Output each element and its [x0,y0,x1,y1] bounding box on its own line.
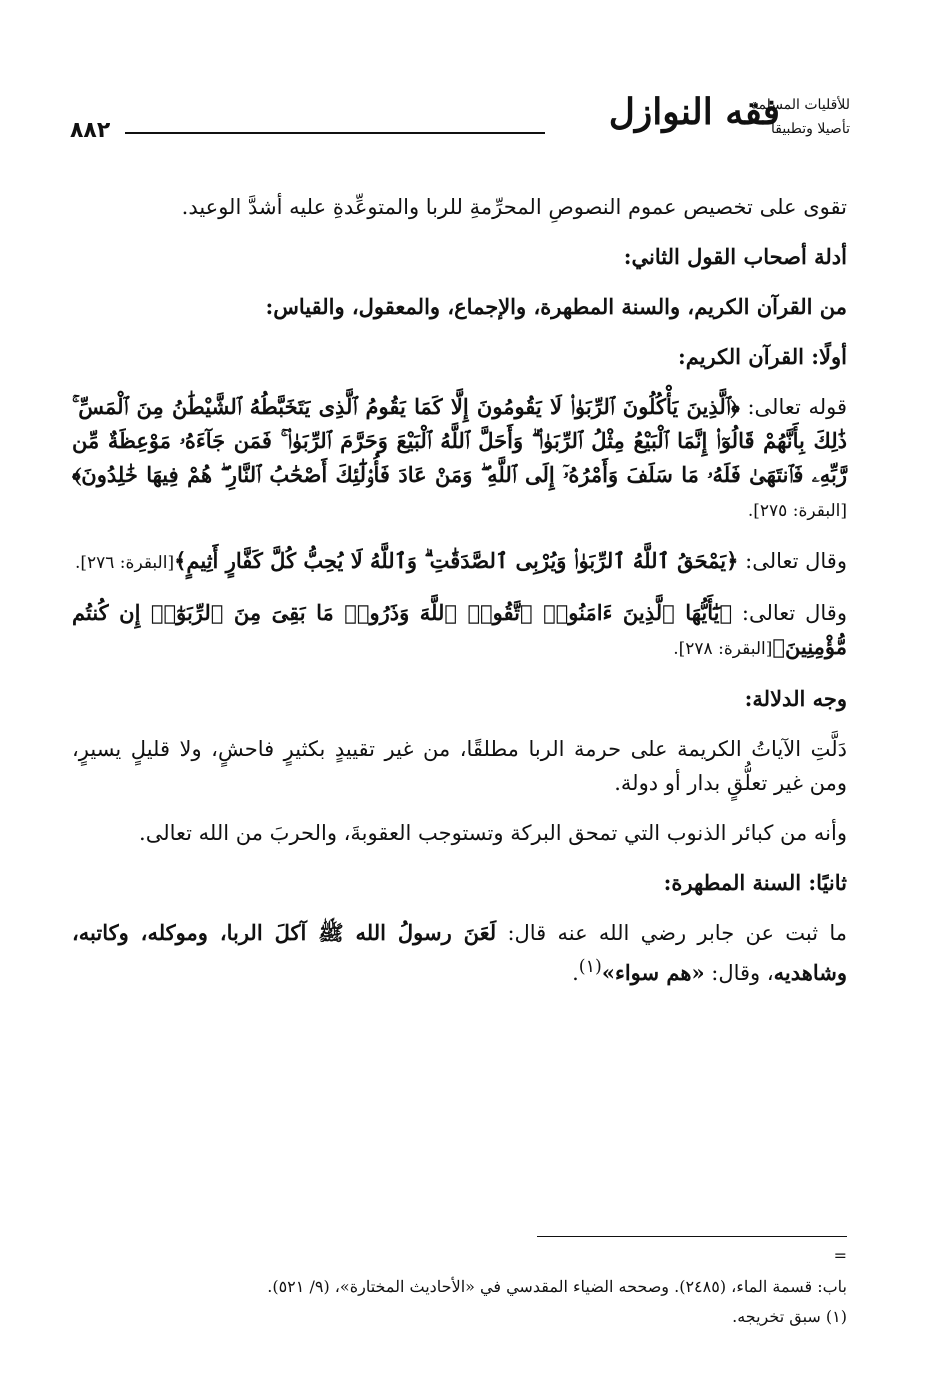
book-title-main: فقه النوازل [608,91,780,133]
hadith-intro: ما ثبت عن جابر رضي الله عنه قال: [496,921,848,945]
verse-paragraph [72,544,847,580]
section-heading: ثانيًا: السنة المطهرة: [663,870,847,895]
verse-intro: وقال تعالى: [738,549,847,573]
footnote-continuation-mark: = [833,1246,847,1265]
hadith-quote: «هم سواء» [601,960,705,985]
paragraph: من القرآن الكريم، والسنة المطهرة، والإجماع، والمعقول، والقياس: [265,294,847,319]
paragraph: تقوى على تخصيص عموم النصوصِ المحرِّمةِ للربا والمتوعِّدةِ عليه أشدَّ الوعيد. [181,195,847,219]
body-text [72,190,847,1006]
hadith-paragraph [72,916,847,990]
book-title [550,82,850,162]
verse-intro: قوله تعالى: [739,395,847,419]
section-heading: وجه الدلالة: [744,686,847,711]
verse-paragraph [72,596,847,666]
hadith-connector: ، وقال: [704,961,774,985]
footnote-line: باب: قسمة الماء، (٢٤٨٥). وصححه الضياء المقدسي في «الأحاديث المختارة»، (٩/ ٥٢١). [267,1277,847,1296]
verse-reference: [البقرة: ٢٧٥]. [747,501,847,521]
footnote-rule [537,1236,847,1237]
header-rule [125,132,545,134]
quran-verse: ﴿ٱلَّذِينَ يَأْكُلُونَ ٱلرِّبَوٰا۟ لَا يَقُومُونَ إِلَّا كَمَا يَقُومُ ٱلَّذِى يَتَخَبَّطُهُ ٱلشَّيْطَٰنُ مِنَ ٱلْمَسِّ ۚ ذَٰلِكَ بِأَنَّهُمْ قَالُوٓا۟ إِنَّمَا ٱلْبَيْعُ مِثْلُ ٱلرِّبَوٰا۟ ۗ وَأَحَلَّ ٱللَّهُ ٱلْبَيْعَ وَحَرَّمَ ٱلرِّبَوٰا۟ ۚ فَمَن جَآءَهُۥ مَوْعِظَةٌ مِّن رَّبِّهِۦ فَٱنتَهَىٰ فَلَهُۥ مَا سَلَفَ وَأَمْرُهُۥٓ إِلَى ٱللَّهِ ۖ وَمَنْ عَادَ فَأُو۟لَٰٓئِكَ أَصْحَٰبُ ٱلنَّارِ ۖ هُمْ فِيهَا خَٰلِدُونَ﴾ [72,394,847,487]
page-number: ٨٨٢ [70,118,111,143]
hadith-text: لَعَنَ رسولُ الله ﷺ آكلَ الربا، وموكله، وكاتبه، وشاهديه [72,920,847,985]
verse-reference: [البقرة: ٢٧٦]. [74,553,175,573]
sentence-end: . [572,961,579,985]
quran-verse: ﴿يَمْحَقُ ٱللَّهُ ٱلرِّبَوٰا۟ وَيُرْبِى ٱلصَّدَقَٰتِ ۗ وَٱللَّهُ لَا يُحِبُّ كُلَّ كَفَّارٍ أَثِيمٍ﴾ [174,548,739,573]
book-title-subtitle: للأقليات المسلمة [750,97,850,113]
footnote-line: (١) سبق تخريجه. [732,1307,847,1326]
paragraph: دَلَّتِ الآياتُ الكريمة على حرمة الربا مطلقًا، من غير تقييدٍ بكثيرٍ فاحشٍ، ولا قليلٍ يسيرٍ، ومن غير تعلُّقٍ بدار أو دولة. [72,737,847,795]
section-heading: أدلة أصحاب القول الثاني: [623,244,847,269]
quran-verse: ﴿يَٰٓأَيُّهَا ٱلَّذِينَ ءَامَنُوا۟ ٱتَّقُوا۟ ٱللَّهَ وَذَرُوا۟ مَا بَقِىَ مِنَ ٱلرِّبَوٰٓا۟ إِن كُنتُم مُّؤْمِنِينَ﴾ [72,600,847,659]
paragraph: وأنه من كبائر الذنوب التي تمحق البركة وتستوجب العقوبةَ، والحربَ من الله تعالى. [139,821,847,845]
page-header [70,82,850,162]
footnotes [147,1272,847,1332]
verse-reference: [البقرة: ٢٧٨]. [673,639,773,659]
footnote-marker: (١) [578,957,602,977]
verse-paragraph [72,390,847,528]
book-title-tagline: تأصيلا وتطبيقا [770,121,850,137]
section-heading: أولًا: القرآن الكريم: [677,344,847,369]
verse-intro: وقال تعالى: [732,601,847,625]
